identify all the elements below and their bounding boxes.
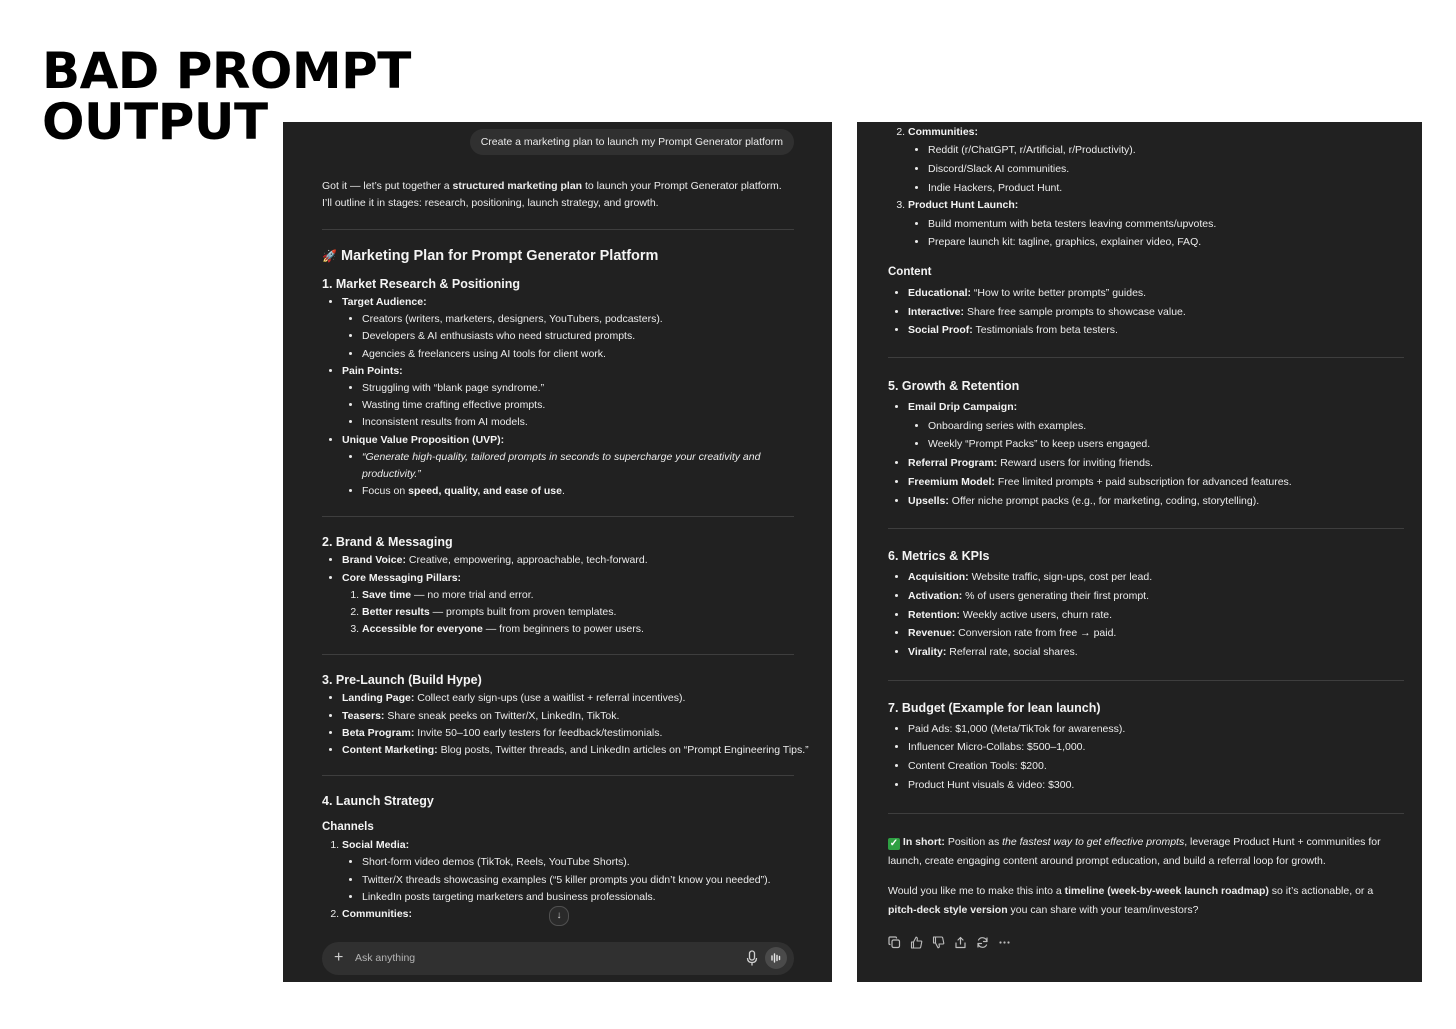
list-item: • Developers & AI enthusiasts who need structured prompts. <box>362 328 794 345</box>
list-item: 2. Communities: • Reddit (r/ChatGPT, r/Artificial, r/Productivity). • Discord/Slack AI communities. • Indie Hackers, Product Hunt. <box>908 124 1404 197</box>
divider <box>322 654 794 655</box>
intro-paragraph: Got it — let’s put together a structured marketing plan to launch your Prompt Generator platform. I’ll outline it in stages: research, positioning, launch strategy, and growth. <box>322 180 782 209</box>
chat-input[interactable] <box>355 949 695 967</box>
section-5-list <box>888 398 1404 510</box>
list-item: • Indie Hackers, Product Hunt. <box>928 179 1404 198</box>
divider <box>888 680 1404 681</box>
list-item: • Virality: Referral rate, social shares. <box>908 643 1404 662</box>
list-item: • LinkedIn posts targeting marketers and business professionals. <box>362 889 794 906</box>
list-item: • Upsells: Offer niche prompt packs (e.g., for marketing, coding, storytelling). <box>908 492 1404 511</box>
content-list <box>888 284 1404 340</box>
section-heading-4: 4. Launch Strategy <box>322 794 434 809</box>
list-item: • Educational: “How to write better prompts” guides. <box>908 284 1404 303</box>
list-item: • “Generate high-quality, tailored prompts in seconds to supercharge your creativity and productivity.” <box>362 449 794 483</box>
list-item: • Social Proof: Testimonials from beta testers. <box>908 321 1404 340</box>
rocket-icon: 🚀 <box>322 249 337 263</box>
list-item: • Product Hunt visuals & video: $300. <box>908 776 1404 795</box>
voice-mode-button[interactable] <box>765 947 787 969</box>
list-item: • Core Messaging Pillars: 1. Save time — no more trial and error. 2. Better results — prompts built from proven templates. 3. Accessible for everyone — from beginners to power users. <box>342 570 794 639</box>
list-item: • Beta Program: Invite 50–100 early testers for feedback/testimonials. <box>342 725 794 742</box>
divider <box>322 516 794 517</box>
message-actions <box>888 936 1404 949</box>
divider <box>322 229 794 230</box>
list-item: • Short-form video demos (TikTok, Reels, YouTube Shorts). <box>362 854 794 871</box>
divider <box>888 528 1404 529</box>
summary-paragraph: ✓ In short: Position as the fastest way to get effective prompts, leverage Product Hunt + communities for launch, create engaging content around prompt education, and build a referral loop for growth. <box>888 835 1381 867</box>
list-item: • Twitter/X threads showcasing examples (“5 killer prompts you didn’t know you needed”). <box>362 872 794 889</box>
list-item: • Paid Ads: $1,000 (Meta/TikTok for awareness). <box>908 720 1404 739</box>
checkmark-icon: ✓ <box>889 837 899 849</box>
headline-line-1: BAD PROMPT <box>42 42 411 100</box>
list-item: 3. Product Hunt Launch: • Build momentum with beta testers leaving comments/upvotes. • Prepare launch kit: tagline, graphics, explainer video, FAQ. <box>908 197 1404 252</box>
list-item: • Acquisition: Website traffic, sign-ups, cost per lead. <box>908 568 1404 587</box>
list-item: • Discord/Slack AI communities. <box>928 160 1404 179</box>
closing-paragraph: Would you like me to make this into a timeline (week-by-week launch roadmap) so it’s actionable, or a pitch-deck style version you can share with your team/investors? <box>888 884 1374 916</box>
scroll-down-button[interactable]: ↓ <box>549 906 569 926</box>
chat-panel-right <box>857 122 1422 982</box>
list-item: 2. Better results — prompts built from proven templates. <box>362 604 794 621</box>
section-7-list <box>888 720 1404 795</box>
thumbs-down-icon[interactable] <box>932 936 945 949</box>
list-item: • Agencies & freelancers using AI tools for client work. <box>362 346 794 363</box>
list-item: • Interactive: Share free sample prompts to showcase value. <box>908 303 1404 322</box>
divider <box>888 357 1404 358</box>
section-2-list <box>322 552 794 638</box>
list-item: • Focus on speed, quality, and ease of use. <box>362 483 794 500</box>
thumbs-up-icon[interactable] <box>910 936 923 949</box>
assistant-response-bottom <box>888 124 1404 949</box>
list-item: • Pain Points: • Struggling with “blank page syndrome.” • Wasting time crafting effective prompts. • Inconsistent results from AI models. <box>342 363 794 432</box>
microphone-icon[interactable] <box>745 950 759 967</box>
list-item: • Landing Page: Collect early sign-ups (use a waitlist + referral incentives). <box>342 690 794 707</box>
chat-panel-left <box>283 122 832 982</box>
list-item: • Unique Value Proposition (UVP): • “Generate high-quality, tailored prompts in seconds to supercharge your creativity and productivity.” • Focus on speed, quality, and ease of use. <box>342 432 794 501</box>
list-item: • Brand Voice: Creative, empowering, approachable, tech-forward. <box>342 552 794 569</box>
section-heading-2: 2. Brand & Messaging <box>322 535 453 550</box>
assistant-response-top <box>322 178 809 923</box>
list-item: • Retention: Weekly active users, churn rate. <box>908 606 1404 625</box>
list-item: • Revenue: Conversion rate from free → paid. <box>908 624 1404 643</box>
regenerate-icon[interactable] <box>976 936 989 949</box>
list-item: • Prepare launch kit: tagline, graphics, explainer video, FAQ. <box>928 233 1404 252</box>
list-item: • Teasers: Share sneak peeks on Twitter/X, LinkedIn, TikTok. <box>342 708 794 725</box>
list-item: • Build momentum with beta testers leaving comments/upvotes. <box>928 215 1404 234</box>
list-item: • Creators (writers, marketers, designers, YouTubers, podcasters). <box>362 311 794 328</box>
plan-title: 🚀 Marketing Plan for Prompt Generator Platform <box>322 248 659 264</box>
list-item: • Activation: % of users generating their first prompt. <box>908 587 1404 606</box>
channels-subheading: Channels <box>322 821 374 834</box>
copy-icon[interactable] <box>888 936 901 949</box>
content-subheading: Content <box>888 265 932 278</box>
add-attachment-button[interactable]: + <box>334 949 344 966</box>
list-item: 2. Communities: <box>342 906 794 923</box>
list-item: 1. Save time — no more trial and error. <box>362 587 794 604</box>
list-item: • Content Creation Tools: $200. <box>908 757 1404 776</box>
user-message-bubble: Create a marketing plan to launch my Prompt Generator platform <box>470 129 794 155</box>
list-item: • Struggling with “blank page syndrome.” <box>362 380 794 397</box>
section-heading-6: 6. Metrics & KPIs <box>888 549 990 564</box>
section-heading-5: 5. Growth & Retention <box>888 379 1020 394</box>
divider <box>322 775 794 776</box>
section-3-list <box>322 690 809 759</box>
voice-waveform-icon <box>765 947 787 969</box>
list-item: • Referral Program: Reward users for inviting friends. <box>908 454 1404 473</box>
section-6-list <box>888 568 1404 662</box>
list-item: • Reddit (r/ChatGPT, r/Artificial, r/Productivity). <box>928 141 1404 160</box>
list-item: • Freemium Model: Free limited prompts + paid subscription for advanced features. <box>908 473 1404 492</box>
divider <box>888 813 1404 814</box>
share-icon[interactable] <box>954 936 967 949</box>
list-item: • Target Audience: • Creators (writers, marketers, designers, YouTubers, podcasters). • Developers & AI enthusiasts who need structured prompts. • Agencies & freelancers using AI tools for client work. <box>342 294 794 363</box>
list-item: • Content Marketing: Blog posts, Twitter threads, and LinkedIn articles on “Prompt Engineering Tips.” <box>342 742 794 759</box>
list-item: 1. Social Media: • Short-form video demos (TikTok, Reels, YouTube Shorts). • Twitter/X threads showcasing examples (“5 killer prompts you didn’t know you needed”). • LinkedIn posts targeting marketers and business professionals. <box>342 837 794 906</box>
list-item: • Email Drip Campaign: • Onboarding series with examples. • Weekly “Prompt Packs” to keep users engaged. <box>908 398 1404 454</box>
list-item: • Weekly “Prompt Packs” to keep users engaged. <box>928 435 1404 454</box>
list-item: • Onboarding series with examples. <box>928 417 1404 436</box>
chat-composer <box>322 942 794 975</box>
channels-list-continued <box>888 124 1404 252</box>
section-1-list <box>322 294 794 500</box>
section-heading-7: 7. Budget (Example for lean launch) <box>888 700 1101 715</box>
more-options-icon[interactable] <box>998 936 1011 949</box>
section-heading-3: 3. Pre-Launch (Build Hype) <box>322 673 482 688</box>
list-item: • Influencer Micro-Collabs: $500–1,000. <box>908 738 1404 757</box>
list-item: • Wasting time crafting effective prompts. <box>362 397 794 414</box>
list-item: 3. Accessible for everyone — from beginners to power users. <box>362 621 794 638</box>
headline-line-2: OUTPUT <box>42 93 268 151</box>
list-item: • Inconsistent results from AI models. <box>362 414 794 431</box>
section-heading-1: 1. Market Research & Positioning <box>322 277 520 291</box>
